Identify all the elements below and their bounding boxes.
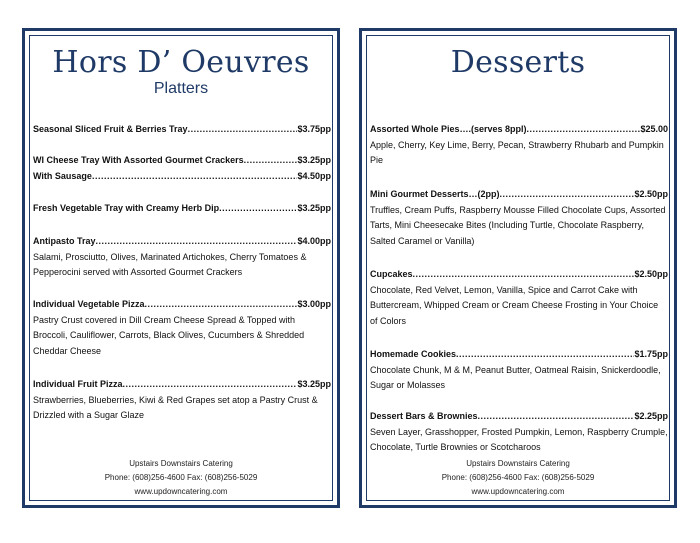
item-name: Individual Vegetable Pizza (33, 299, 145, 309)
menu-item (33, 377, 331, 424)
menu-item (370, 122, 668, 169)
menu-item (33, 122, 331, 138)
menu-item (33, 234, 331, 281)
item-name: Individual Fruit Pizza (33, 379, 123, 389)
website-link: www.updowncatering.com (134, 487, 228, 496)
item-price: $4.50pp (297, 170, 331, 181)
item-price: $3.75pp (297, 124, 331, 134)
item-name: Cupcakes (370, 269, 413, 279)
item-price: $1.75pp (634, 349, 668, 359)
hors-doeuvres-menu-panel (22, 28, 340, 508)
item-price: $3.25pp (297, 203, 331, 213)
desserts-menu-panel (359, 28, 677, 508)
item-description: Chocolate Chunk, M & M, Peanut Butter, Oatmeal Raisin, Snickerdoodle, Sugar or Molasses (370, 364, 661, 390)
item-description: Salami, Prosciutto, Olives, Marinated Artichokes, Cherry Tomatoes & Pepperocini served with Assorted Gourmet Crackers (33, 251, 307, 277)
menu-item (33, 297, 331, 359)
item-description: Strawberries, Blueberries, Kiwi & Red Grapes set atop a Pastry Crust & Drizzled with a Sugar Glaze (33, 394, 318, 420)
contact-phone-fax: Phone: (608)256-4600 Fax: (608)256-5029 (104, 473, 258, 482)
item-name: WI Cheese Tray With Assorted Gourmet Crackers (33, 155, 244, 165)
menu-item (370, 409, 668, 456)
item-price: $2.50pp (634, 189, 668, 199)
platters-subtitle: Platters (153, 80, 209, 97)
desserts-title: Desserts (450, 45, 586, 80)
item-name: Antipasto Tray (33, 236, 96, 246)
item-price: $2.50pp (634, 269, 668, 279)
menu-item (370, 267, 668, 329)
menu-item (370, 187, 668, 249)
item-description: Seven Layer, Grasshopper, Frosted Pumpkin, Lemon, Raspberry Crumple, Chocolate, Turtle Brownies or Scotcharoos (370, 426, 668, 452)
item-price: $3.25pp (297, 155, 331, 165)
item-description: Apple, Cherry, Key Lime, Berry, Pecan, Strawberry Rhubarb and Pumpkin Pie (370, 139, 664, 165)
menu-item (33, 201, 331, 217)
item-name: Dessert Bars & Brownies (370, 411, 478, 421)
catering-footer (362, 457, 674, 499)
item-description: Pastry Crust covered in Dill Cream Cheese Spread & Topped with Broccoli, Cauliflower, Carrots, Black Olives, Cucumbers & Shredded Cheddar Cheese (33, 314, 305, 356)
item-price: $25.00 (640, 124, 668, 134)
item-name: Fresh Vegetable Tray with Creamy Herb Dip (33, 203, 220, 213)
contact-phone-fax: Phone: (608)256-4600 Fax: (608)256-5029 (441, 473, 595, 482)
item-price: $3.00pp (297, 299, 331, 309)
item-description: Truffles, Cream Puffs, Raspberry Mousse Filled Chocolate Cups, Assorted Tarts, Mini Cheesecake Bites (Including Turtle, Chocolate Raspberry, Salted Caramel or Vanilla) (370, 204, 666, 246)
item-price: $4.00pp (297, 236, 331, 246)
item-price: $2.25pp (634, 411, 668, 421)
item-price: $3.25pp (297, 379, 331, 389)
item-name: Seasonal Sliced Fruit & Berries Tray (33, 124, 188, 134)
item-name: Mini Gourmet Desserts…(2pp) (370, 189, 500, 199)
catering-footer (25, 457, 337, 499)
menu-item (370, 347, 668, 394)
company-name: Upstairs Downstairs Catering (129, 459, 233, 468)
website-link: www.updowncatering.com (471, 487, 565, 496)
hors-doeuvres-title: Hors D’ Oeuvres (52, 45, 310, 80)
item-description: Chocolate, Red Velvet, Lemon, Vanilla, Spice and Carrot Cake with Buttercream, Whipped Cream or Cream Cheese Frosting in Your Choice of Colors (370, 284, 659, 326)
item-name: Homemade Cookies (370, 349, 457, 359)
item-name: Assorted Whole Pies….(serves 8ppl) (370, 124, 527, 134)
item-name: With Sausage (33, 170, 92, 181)
menu-item (33, 153, 331, 184)
company-name: Upstairs Downstairs Catering (466, 459, 570, 468)
